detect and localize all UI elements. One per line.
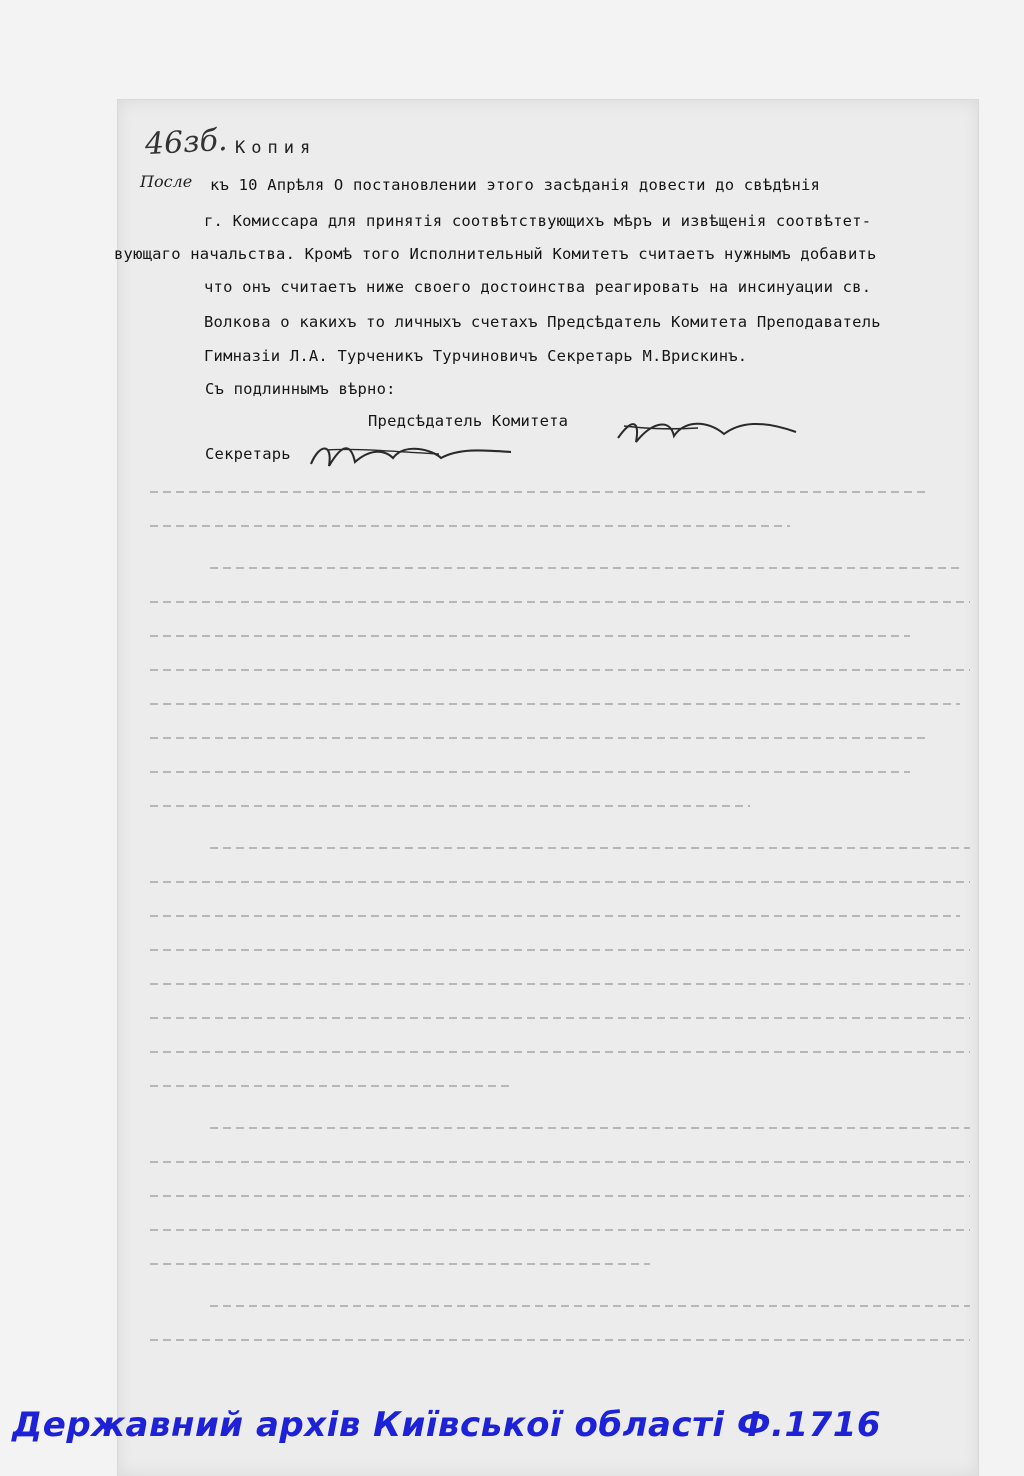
text-line-1: къ 10 Апрѣля О постановлении этого засѣданія довести до свѣдѣнія bbox=[210, 176, 821, 194]
text-line-8: Предсѣдатель Комитета bbox=[368, 412, 569, 430]
text-line-3: вующаго начальства. Кромѣ того Исполнительный Комитетъ считаетъ нужнымъ добавить bbox=[114, 245, 877, 263]
text-line-2: г. Комиссара для принятія соотвѣтствующихъ мѣръ и извѣщенія соотвѣтет- bbox=[204, 212, 872, 230]
text-line-5: Волкова о какихъ то личныхъ счетахъ Предсѣдатель Комитета Преподаватель bbox=[204, 313, 881, 331]
text-line-4: что онъ считаетъ ниже своего достоинства реагировать на инсинуации св. bbox=[204, 278, 872, 296]
signature-chairman bbox=[612, 410, 802, 450]
lead-note: После bbox=[140, 172, 193, 191]
bleed-through-text bbox=[150, 480, 970, 1360]
handwritten-number: 46зб. bbox=[144, 122, 229, 163]
signature-secretary bbox=[307, 434, 517, 474]
text-line-7: Съ подлиннымъ вѣрно: bbox=[205, 380, 396, 398]
text-line-9: Секретарь bbox=[205, 445, 291, 463]
text-line-6: Гимназіи Л.А. Турченикъ Турчиновичъ Секретарь М.Врискинъ. bbox=[204, 347, 748, 365]
copy-label: Копия bbox=[235, 138, 317, 158]
archive-caption: Державний архів Київської області Ф.1716 bbox=[12, 1405, 882, 1445]
